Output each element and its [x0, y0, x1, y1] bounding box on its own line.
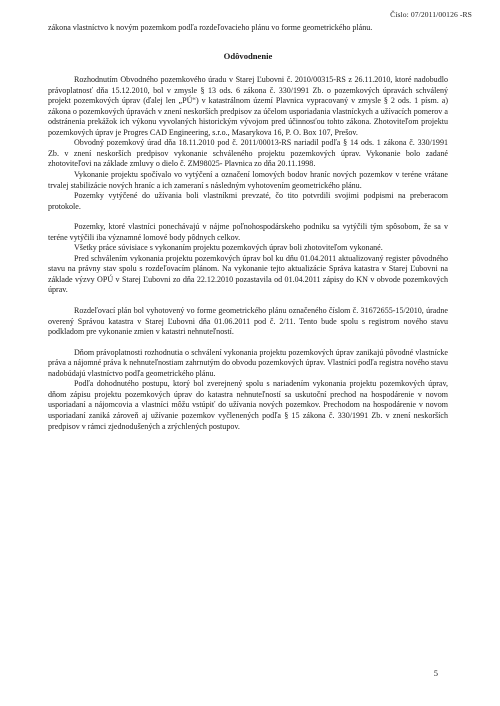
spacer: [48, 296, 448, 306]
paragraph-2: Obvodný pozemkový úrad dňa 18.11.2010 pod č. 2011/00013-RS nariadil podľa § 14 ods. 1 zákona č. 330/1991 Zb. v znení neskorších predpisov vykonanie schváleného projektu pozemkových úprav. Vykonanie bolo zadané zhotoviteľovi na základe zmluvy o dielo č. ZM98025- Plavnica zo dňa 20.11.1998.: [48, 138, 448, 169]
page-number: 5: [433, 668, 438, 678]
spacer: [48, 61, 448, 75]
paragraph-9: Dňom právoplatnosti rozhodnutia o schválení vykonania projektu pozemkových úprav zanikajú pôvodné vlastnícke práva a nájomné práva k nehnuteľnostiam zahrnutým do obvodu pozemkových úprav. Vlastníci podľa registra nového stavu nadobúdajú vlastníctvo podľa geometrického plánu.: [48, 347, 448, 378]
paragraph-5: Pozemky, ktoré vlastníci ponechávajú v nájme poľnohospodárskeho podniku sa vytýčili tým spôsobom, že sa v teréne vytýčili iba významné lomové body pôdnych celkov.: [48, 222, 448, 242]
paragraph-7: Pred schválením vykonania projektu pozemkových úprav bol ku dňu 01.04.2011 aktualizovaný register pôvodného stavu na právny stav spolu s rozdeľovacím plánom. Na vykonanie tejto aktualizácie Správa katastra v Starej Ľubovni na základe výzvy OPÚ v Starej Ľubovni zo dňa 22.12.2010 pozastavila od 01.04.2011 zápisy do KN v obvode pozemkových úprav.: [48, 253, 448, 295]
paragraph-6: Všetky práce súvisiace s vykonaním projektu pozemkových úprav boli zhotoviteľom vykonané.: [74, 243, 383, 253]
spacer: [48, 212, 448, 222]
paragraph-3: Vykonanie projektu spočívalo vo vytýčení a označení lomových bodov hraníc nových pozemkov v teréne vrátane trvalej stabilizácie nových hraníc a ich zameraní s následným vyhotovením geometrického plánu.: [48, 170, 448, 190]
intro-paragraph: zákona vlastníctvo k novým pozemkom podľa rozdeľovacieho plánu vo forme geometrického plánu.: [48, 23, 373, 32]
paragraph-10: Podľa dohodnutého postupu, ktorý bol zverejnený spolu s nariadením vykonania projektu pozemkových úprav, dňom zápisu projektu pozemkových úprav do katastra nehnuteľností sa uskutoční prechod na hospodárenie v novom usporiadaní a nájomcovia a vlastníci môžu vstúpiť do užívania nových pozemkov. Prechodom na hospodárenie v novom usporiadaní zaniká zároveň aj užívanie pozemkov vyčlenených podľa § 15 zákona č. 330/1991 Zb. v znení neskorších predpisov v rámci zjednodušených a zrýchlených postupov.: [48, 379, 448, 431]
document-body: [48, 23, 448, 432]
paragraph-4: Pozemky vytýčené do užívania boli vlastníkmi prevzaté, čo tito potvrdili svojimi podpismi na preberacom protokole.: [48, 191, 448, 211]
paragraph-8: Rozdeľovací plán bol vyhotovený vo forme geometrického plánu označeného číslom č. 31672655-15/2010, úradne overený Správou katastra v Starej Ľubovni dňa 01.06.2011 pod č. 2/11. Tento bude spolu s registrom nového stavu podkladom pre vykonanie zmien v katastri nehnuteľností.: [48, 306, 448, 337]
paragraph-1: Rozhodnutím Obvodného pozemkového úradu v Starej Ľubovni č. 2010/00315-RS z 26.11.2010, ktoré nadobudlo právoplatnosť dňa 15.12.2010, bol v zmysle § 13 ods. 6 zákona č. 330/1991 Zb. o pozemkových úpravách schválený projekt pozemkových úprav (ďalej len „PÚ“) v katastrálnom území Plavnica vypracovaný v zmysle § 2 ods. 1 písm. a) zákona o pozemkových úpravách v znení neskorších predpisov za účelom usporiadania vlastníckych a užívacích pomerov a odstránenia prekážok ich výkonu vyvolaných historickým vývojom pred účinnosťou tohto zákona. Zhotoviteľom projektu pozemkových úprav je Progres CAD Engineering, s.r.o., Masarykova 16, P. O. Box 107, Prešov.: [48, 75, 448, 137]
section-heading: Odôvodnenie: [223, 50, 273, 61]
spacer: [48, 34, 448, 51]
document-reference-number: Číslo: 07/2011/00126 -RS: [390, 10, 472, 19]
spacer: [48, 338, 448, 348]
